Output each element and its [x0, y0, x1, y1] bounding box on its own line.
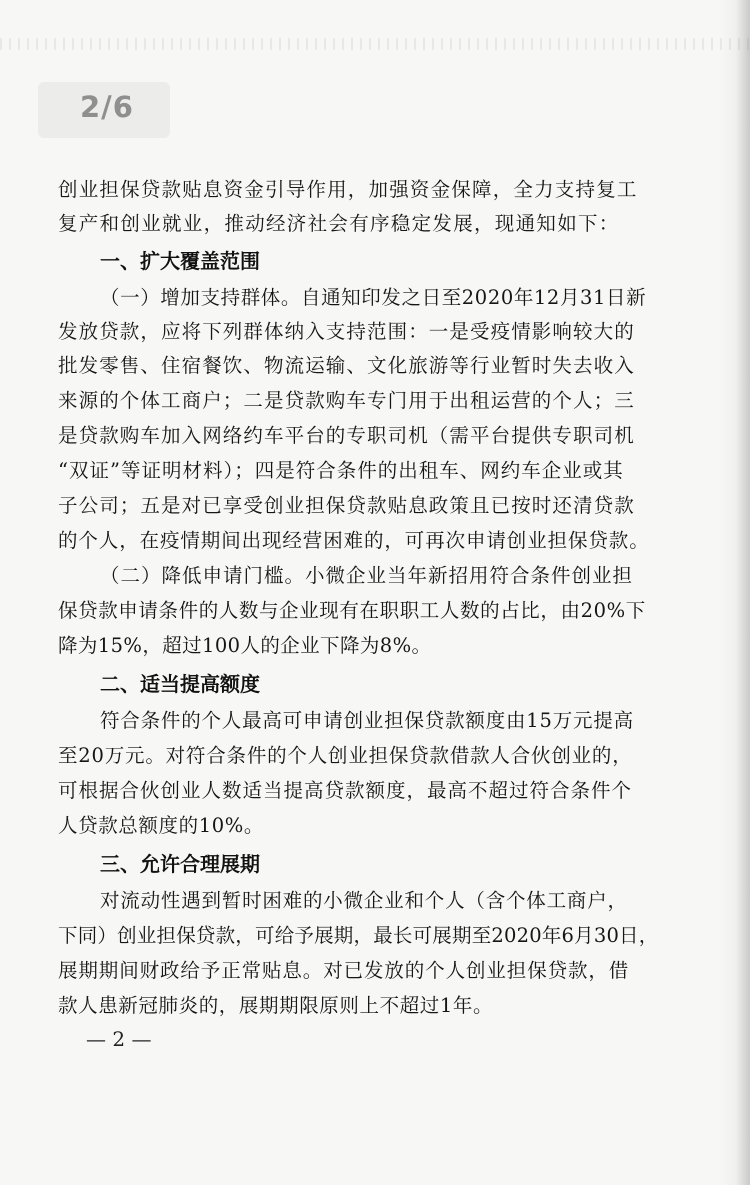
text-line-3: （一）增加支持群体。自通知印发之日至2020年12月31日新 — [100, 286, 647, 309]
scan-noise-band — [0, 38, 750, 50]
text-line-21: 款人患新冠肺炎的，展期期限原则上不超过1年。 — [58, 994, 494, 1017]
text-line-10: 的个人，在疫情期间出现经营困难的，可再次申请创业担保贷款。 — [58, 529, 650, 552]
text-line-5: 批发零售、住宿餐饮、物流运输、文化旅游等行业暂时失去收入 — [58, 354, 635, 377]
section-heading-3: 三、允许合理展期 — [100, 852, 260, 876]
text-line-11: （二）降低申请门槛。小微企业当年新招用符合条件创业担 — [100, 564, 634, 587]
section-heading-2: 二、适当提高额度 — [100, 672, 260, 696]
section-heading-1: 一、扩大覆盖范围 — [100, 249, 260, 273]
page-edge-shadow — [736, 0, 750, 1185]
text-line-19: 下同）创业担保贷款，可给予展期，最长可展期至2020年6月30日， — [58, 924, 659, 947]
footer-page-number: — 2 — — [86, 1027, 152, 1051]
text-line-9: 子公司；五是对已享受创业担保贷款贴息政策且已按时还清贷款 — [58, 494, 635, 517]
text-line-4: 发放贷款，应将下列群体纳入支持范围：一是受疫情影响较大的 — [58, 320, 635, 343]
text-line-8: “双证”等证明材料）；四是符合条件的出租车、网约车企业或其 — [58, 459, 624, 482]
text-line-14: 符合条件的个人最高可申请创业担保贷款额度由15万元提高 — [100, 709, 634, 732]
text-line-2: 复产和创业就业，推动经济社会有序稳定发展，现通知如下： — [58, 212, 620, 235]
text-line-20: 展期期间财政给予正常贴息。对已发放的个人创业担保贷款，借 — [58, 959, 630, 982]
text-line-12: 保贷款申请条件的人数与企业现有在职职工人数的占比，由20%下 — [58, 599, 646, 622]
text-line-7: 是贷款购车加入网络约车平台的专职司机（需平台提供专职司机 — [58, 424, 635, 447]
text-line-17: 人贷款总额度的10%。 — [58, 814, 264, 837]
text-line-16: 可根据合伙创业人数适当提高贷款额度，最高不超过符合条件个 — [58, 779, 633, 802]
text-line-18: 对流动性遇到暂时困难的小微企业和个人（含个体工商户， — [100, 889, 628, 912]
text-line-6: 来源的个体工商户；二是贷款购车专门用于出租运营的个人；三 — [58, 389, 635, 412]
text-line-13: 降为15%，超过100人的企业下降为8%。 — [58, 634, 432, 657]
text-line-1: 创业担保贷款贴息资金引导作用，加强资金保障，全力支持复工 — [58, 178, 638, 201]
page-counter: 2/6 — [80, 90, 134, 124]
text-line-15: 至20万元。对符合条件的个人创业担保贷款借款人合伙创业的， — [58, 744, 633, 767]
